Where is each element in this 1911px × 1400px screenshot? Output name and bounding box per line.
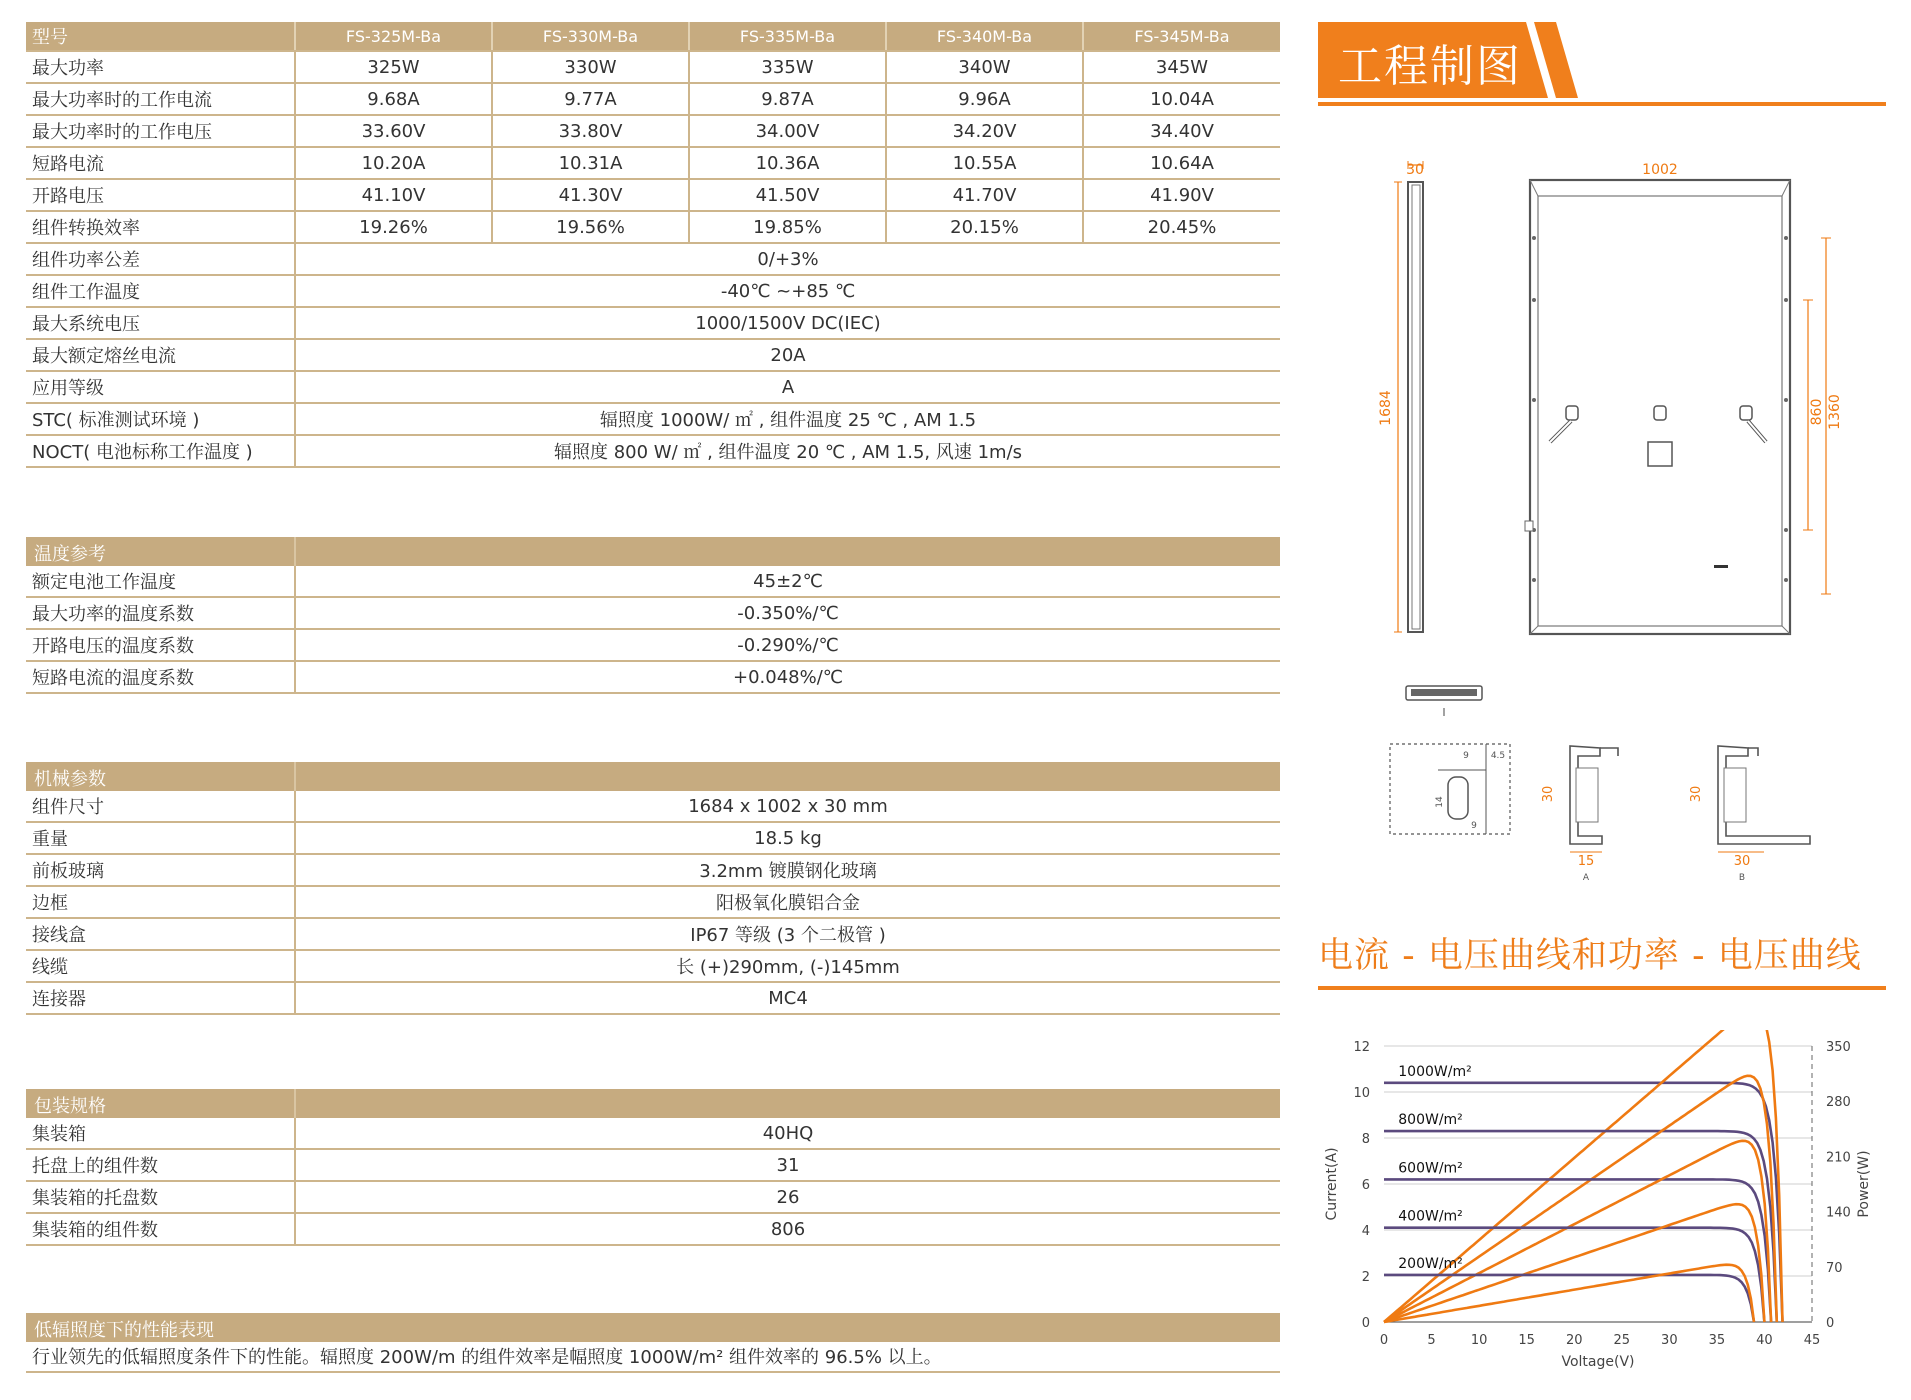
detail-dim-4-5: 4.5 — [1490, 751, 1506, 761]
x-tick-label: 5 — [1427, 1333, 1436, 1348]
profile-a-tag: A — [1582, 873, 1590, 883]
packaging-section-header — [26, 1089, 1280, 1118]
spec-value: 9.77A — [492, 83, 689, 115]
y2-tick-label: 280 — [1826, 1095, 1851, 1111]
spec-row — [26, 179, 1280, 211]
spec-row — [26, 566, 1280, 597]
y2-tick-label: 0 — [1826, 1316, 1835, 1331]
spec-label: 最大系统电压 — [26, 307, 295, 339]
spec-row — [26, 886, 1280, 918]
spec-value: 340W — [886, 51, 1083, 83]
dim-height-label: 1684 — [1378, 390, 1394, 426]
spec-value: 10.31A — [492, 147, 689, 179]
spec-value: 长 (+)290mm, (-)145mm — [295, 950, 1280, 982]
spec-value: -40℃ ~+85 ℃ — [295, 275, 1280, 307]
spec-row — [26, 243, 1280, 275]
iv-pv-chart — [1318, 1030, 1878, 1380]
mechanical-section-title: 机械参数 — [34, 769, 106, 790]
spec-value: 1000/1500V DC(IEC) — [295, 307, 1280, 339]
spec-value: 阳极氧化膜铝合金 — [295, 886, 1280, 918]
y2-tick-label: 140 — [1826, 1205, 1851, 1221]
spec-label: 组件工作温度 — [26, 275, 295, 307]
spec-value: 41.90V — [1083, 179, 1280, 211]
front-panel-view — [1525, 162, 1843, 634]
irradiance-label: 1000W/m² — [1398, 1063, 1472, 1080]
spec-label: NOCT( 电池标称工作温度 ) — [26, 435, 295, 467]
spec-value: 41.50V — [689, 179, 886, 211]
spec-value: -0.290%/℃ — [295, 629, 1280, 661]
frame-profile-b — [1689, 746, 1810, 883]
spec-row — [26, 435, 1280, 467]
spec-value: 辐照度 1000W/ ㎡ , 组件温度 25 ℃ , AM 1.5 — [295, 403, 1280, 435]
spec-value: 26 — [295, 1181, 1280, 1213]
low-irradiance-header — [26, 1313, 1280, 1342]
profile-a-width: 15 — [1577, 854, 1595, 869]
y-tick-label: 8 — [1361, 1132, 1370, 1147]
spec-value: 1684 x 1002 x 30 mm — [295, 791, 1280, 822]
packaging-section-title: 包装规格 — [34, 1096, 106, 1117]
engineering-drawing — [1318, 150, 1878, 890]
y-tick-label: 12 — [1353, 1040, 1370, 1055]
y2-tick-label: 70 — [1826, 1260, 1843, 1276]
spec-row — [26, 307, 1280, 339]
spec-value: A — [295, 371, 1280, 403]
spec-value: 41.30V — [492, 179, 689, 211]
spec-label: 边框 — [26, 886, 295, 918]
mechanical-table — [26, 791, 1280, 1015]
spec-value: 19.85% — [689, 211, 886, 243]
spec-value: 19.56% — [492, 211, 689, 243]
spec-value: 19.26% — [295, 211, 492, 243]
spec-row — [26, 982, 1280, 1014]
spec-label: 组件尺寸 — [26, 791, 295, 822]
spec-value: 9.96A — [886, 83, 1083, 115]
spec-row — [26, 629, 1280, 661]
spec-value: 330W — [492, 51, 689, 83]
irradiance-label: 400W/m² — [1398, 1208, 1463, 1225]
spec-value: 41.70V — [886, 179, 1083, 211]
spec-row — [26, 115, 1280, 147]
spec-value: 34.20V — [886, 115, 1083, 147]
x-tick-label: 25 — [1613, 1333, 1631, 1348]
spec-value: 31 — [295, 1149, 1280, 1181]
model-name: FS-325M-Ba — [295, 22, 492, 51]
spec-value: 20A — [295, 339, 1280, 371]
spec-label: 短路电流 — [26, 147, 295, 179]
spec-row — [26, 51, 1280, 83]
irradiance-label: 800W/m² — [1398, 1112, 1463, 1129]
spec-label: 应用等级 — [26, 371, 295, 403]
spec-label: 接线盒 — [26, 918, 295, 950]
dim-1360-label: 1360 — [1827, 394, 1843, 430]
spec-value: +0.048%/℃ — [295, 661, 1280, 693]
spec-row — [26, 275, 1280, 307]
section-i-tag: I — [1442, 706, 1446, 719]
y2-tick-label: 210 — [1826, 1150, 1851, 1166]
spec-row — [26, 1213, 1280, 1245]
spec-row — [26, 147, 1280, 179]
spec-value: 33.80V — [492, 115, 689, 147]
model-header-label: 型号 — [26, 22, 295, 51]
spec-row — [26, 211, 1280, 243]
x-tick-label: 15 — [1518, 1333, 1535, 1348]
spec-row — [26, 1149, 1280, 1181]
mounting-hole-detail — [1390, 744, 1510, 834]
y2-axis-label: Power(W) — [1856, 1150, 1872, 1218]
dim-width-label: 1002 — [1642, 162, 1678, 178]
spec-label: STC( 标准测试环境 ) — [26, 403, 295, 435]
model-name: FS-345M-Ba — [1083, 22, 1280, 51]
irradiance-label: 600W/m² — [1398, 1160, 1463, 1177]
dim-depth-label: 30 — [1406, 162, 1424, 178]
spec-value: 34.40V — [1083, 115, 1280, 147]
spec-value: 辐照度 800 W/ ㎡ , 组件温度 20 ℃ , AM 1.5, 风速 1m/s — [295, 435, 1280, 467]
drawing-title-rule — [1318, 102, 1886, 106]
irradiance-label: 200W/m² — [1398, 1255, 1463, 1272]
spec-row — [26, 83, 1280, 115]
model-header-row — [26, 22, 1280, 51]
x-tick-label: 45 — [1803, 1333, 1821, 1348]
x-tick-label: 35 — [1708, 1333, 1726, 1348]
spec-value: 41.10V — [295, 179, 492, 211]
iv-section-rule — [1318, 986, 1886, 990]
x-axis-label: Voltage(V) — [1561, 1354, 1635, 1370]
spec-value: 18.5 kg — [295, 822, 1280, 854]
spec-label: 短路电流的温度系数 — [26, 661, 295, 693]
profile-b-tag: B — [1738, 873, 1746, 883]
model-name: FS-335M-Ba — [689, 22, 886, 51]
spec-value: 3.2mm 镀膜钢化玻璃 — [295, 854, 1280, 886]
profile-b-width: 30 — [1733, 854, 1751, 869]
spec-label: 最大额定熔丝电流 — [26, 339, 295, 371]
temperature-section-header — [26, 537, 1280, 566]
spec-row — [26, 1181, 1280, 1213]
spec-row — [26, 918, 1280, 950]
spec-label: 重量 — [26, 822, 295, 854]
detail-dim-14: 14 — [1435, 796, 1445, 808]
spec-value: 806 — [295, 1213, 1280, 1245]
spec-label: 集装箱 — [26, 1118, 295, 1149]
spec-label: 集装箱的托盘数 — [26, 1181, 295, 1213]
spec-label: 最大功率时的工作电流 — [26, 83, 295, 115]
spec-label: 连接器 — [26, 982, 295, 1014]
x-tick-label: 10 — [1470, 1333, 1488, 1348]
x-tick-label: 40 — [1756, 1333, 1773, 1348]
spec-label: 集装箱的组件数 — [26, 1213, 295, 1245]
low-irradiance-text: 行业领先的低辐照度条件下的性能。辐照度 200W/m 的组件效率是幅照度 1000W/m² 组件效率的 96.5% 以上。 — [32, 1347, 942, 1368]
spec-value: 345W — [1083, 51, 1280, 83]
spec-row — [26, 1118, 1280, 1149]
y-tick-label: 2 — [1361, 1270, 1370, 1285]
frame-profile-a — [1541, 746, 1618, 883]
x-tick-label: 30 — [1661, 1333, 1678, 1348]
spec-label: 前板玻璃 — [26, 854, 295, 886]
spec-value: 10.55A — [886, 147, 1083, 179]
iv-section-title: 电流 - 电压曲线和功率 - 电压曲线 — [1318, 936, 1862, 976]
spec-value: 10.36A — [689, 147, 886, 179]
spec-value: MC4 — [295, 982, 1280, 1014]
model-name: FS-340M-Ba — [886, 22, 1083, 51]
y-axis-label: Current(A) — [1324, 1147, 1340, 1221]
spec-value: 45±2℃ — [295, 566, 1280, 597]
spec-label: 额定电池工作温度 — [26, 566, 295, 597]
x-tick-label: 0 — [1379, 1333, 1389, 1348]
temperature-section-title: 温度参考 — [34, 544, 106, 565]
y-tick-label: 10 — [1353, 1086, 1370, 1101]
detail-dim-9: 9 — [1463, 751, 1469, 761]
y-tick-label: 4 — [1361, 1224, 1370, 1239]
profile-a-height: 30 — [1541, 785, 1556, 803]
section-i-detail — [1406, 686, 1482, 719]
spec-row — [26, 661, 1280, 693]
spec-row — [26, 791, 1280, 822]
packaging-table — [26, 1118, 1280, 1246]
model-name: FS-330M-Ba — [492, 22, 689, 51]
spec-row — [26, 371, 1280, 403]
spec-label: 最大功率的温度系数 — [26, 597, 295, 629]
side-profile-view — [1378, 161, 1424, 632]
spec-value: 40HQ — [295, 1118, 1280, 1149]
spec-value: 0/+3% — [295, 243, 1280, 275]
drawing-title: 工程制图 — [1338, 41, 1522, 92]
iv-curve — [1384, 1275, 1754, 1322]
spec-value: 10.64A — [1083, 147, 1280, 179]
spec-value: 10.20A — [295, 147, 492, 179]
spec-label: 最大功率时的工作电压 — [26, 115, 295, 147]
spec-label: 托盘上的组件数 — [26, 1149, 295, 1181]
spec-label: 组件转换效率 — [26, 211, 295, 243]
y-tick-label: 6 — [1361, 1178, 1370, 1193]
spec-value: IP67 等级 (3 个二极管 ) — [295, 918, 1280, 950]
electrical-spec-table — [26, 22, 1280, 468]
spec-row — [26, 822, 1280, 854]
spec-value: 33.60V — [295, 115, 492, 147]
spec-row — [26, 854, 1280, 886]
spec-label: 组件功率公差 — [26, 243, 295, 275]
spec-label: 开路电压的温度系数 — [26, 629, 295, 661]
spec-row — [26, 597, 1280, 629]
spec-value: 335W — [689, 51, 886, 83]
spec-row — [26, 403, 1280, 435]
spec-value: 20.15% — [886, 211, 1083, 243]
spec-label: 开路电压 — [26, 179, 295, 211]
spec-value: 9.68A — [295, 83, 492, 115]
profile-b-height: 30 — [1689, 785, 1704, 803]
spec-value: 9.87A — [689, 83, 886, 115]
y2-tick-label: 350 — [1826, 1040, 1851, 1055]
detail-dim-9b: 9 — [1471, 821, 1477, 831]
spec-value: 10.04A — [1083, 83, 1280, 115]
spec-label: 最大功率 — [26, 51, 295, 83]
spec-row — [26, 339, 1280, 371]
spec-value: 325W — [295, 51, 492, 83]
spec-label: 线缆 — [26, 950, 295, 982]
spec-value: 20.45% — [1083, 211, 1280, 243]
mechanical-section-header — [26, 762, 1280, 791]
spec-value: -0.350%/℃ — [295, 597, 1280, 629]
spec-value: 34.00V — [689, 115, 886, 147]
x-tick-label: 20 — [1565, 1333, 1583, 1348]
temperature-table — [26, 566, 1280, 694]
spec-row — [26, 950, 1280, 982]
iv-curve — [1384, 1179, 1771, 1322]
low-irradiance-title: 低辐照度下的性能表现 — [34, 1320, 214, 1341]
y-tick-label: 0 — [1361, 1316, 1370, 1331]
dim-860-label: 860 — [1809, 398, 1825, 426]
